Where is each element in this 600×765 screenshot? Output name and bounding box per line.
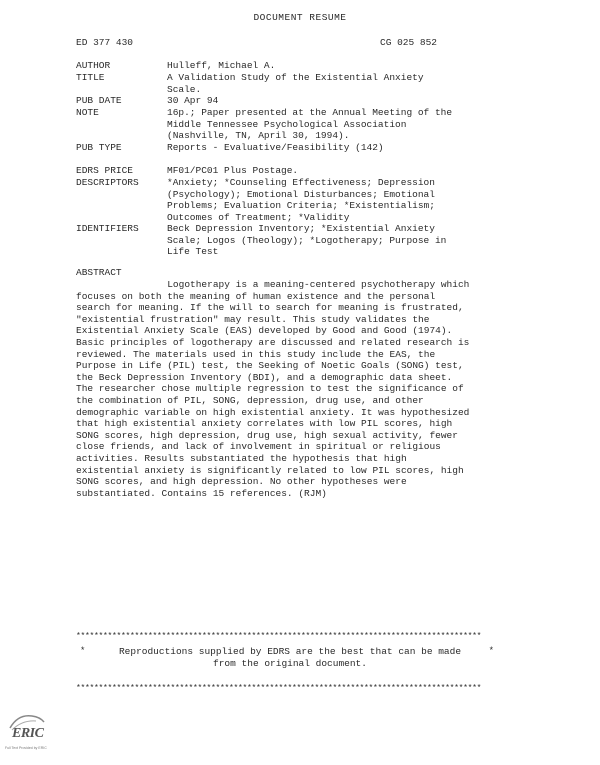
field-identifiers xyxy=(76,223,586,258)
star-right-icon: * xyxy=(488,646,494,656)
field-pub-date xyxy=(76,95,586,107)
ed-number: ED 377 430 xyxy=(76,37,134,48)
field-value: 16p.; Paper presented at the Annual Meeting of the Middle Tennessee Psychological Association (Nashville, TN, April 30, 1994). xyxy=(167,107,453,142)
field-label: PUB TYPE xyxy=(76,142,122,153)
star-border-bottom: ****************************************************************************************** xyxy=(76,684,482,693)
reproduction-notice xyxy=(76,632,504,693)
reproduction-text: Reproductions supplied by EDRS are the best that can be made from the original document. xyxy=(118,646,462,669)
cg-number: CG 025 852 xyxy=(380,37,438,48)
field-label: EDRS PRICE xyxy=(76,165,134,176)
field-label: PUB DATE xyxy=(76,95,122,106)
field-pub-type xyxy=(76,142,586,154)
field-value: Hulleff, Michael A. xyxy=(167,60,276,71)
eric-logo-text: ERIC xyxy=(12,726,44,741)
field-label: NOTE xyxy=(76,107,99,118)
field-value: A Validation Study of the Existential Anxiety Scale. xyxy=(167,72,424,95)
star-border-top: ****************************************************************************************** xyxy=(76,632,482,641)
field-author xyxy=(76,60,586,72)
field-value: Beck Depression Inventory; *Existential Anxiety Scale; Logos (Theology); *Logotherapy; Purpose in Life Test xyxy=(167,223,447,258)
eric-sub-text: Full Text Provided by ERIC xyxy=(5,746,47,750)
field-value: MF01/PC01 Plus Postage. xyxy=(167,165,299,176)
field-note xyxy=(76,107,586,142)
field-title xyxy=(76,72,586,95)
field-label: AUTHOR xyxy=(76,60,111,71)
field-label: IDENTIFIERS xyxy=(76,223,139,234)
field-value: Reports - Evaluative/Feasibility (142) xyxy=(167,142,384,153)
field-value: *Anxiety; *Counseling Effectiveness; Depression (Psychology); Emotional Disturbances; Emotional Problems; Evaluation Criteria; *Existentialism; Outcomes of Treatment; *Validity xyxy=(167,177,435,223)
star-left-icon: * xyxy=(80,646,86,656)
field-label: TITLE xyxy=(76,72,105,83)
abstract-text: Logotherapy is a meaning-centered psychotherapy which focuses on both the meaning of human existence and the personal search for meaning. If the will to search for meaning is frustrated, "existential frustration" may result. This study validates the Existential Anxiety Scale (EAS) developed by Good and Good (1974). Basic principles of logotherapy are discussed and related research is reviewed. The materials used in this study include the EAS, the Purpose in Life (PIL) test, the Seeking of Noetic Goals (SONG) test, the Beck Depression Inventory (BDI), and a demographic data sheet. The researcher chose multiple regression to test the significance of the combination of PIL, SONG, depression, drug use, and other demographic variable on high existential anxiety. It was hypothesized that high existential anxiety correlates with low PIL scores, high SONG scores, high depression, drug use, high sexual activity, fewer close friends, and lack of involvement in spiritual or religious activities. Results substantiated the hypothesis that high existential anxiety is significantly related to low PIL scores, high SONG scores, and high depression. No other hypotheses were substantiated. Contains 15 references. (RJM) xyxy=(76,279,470,499)
field-label: DESCRIPTORS xyxy=(76,177,139,188)
field-value: 30 Apr 94 xyxy=(167,95,219,106)
document-title: DOCUMENT RESUME xyxy=(253,12,347,23)
field-edrs-price xyxy=(76,165,586,177)
field-descriptors xyxy=(76,177,586,223)
abstract-heading: ABSTRACT xyxy=(76,267,122,278)
